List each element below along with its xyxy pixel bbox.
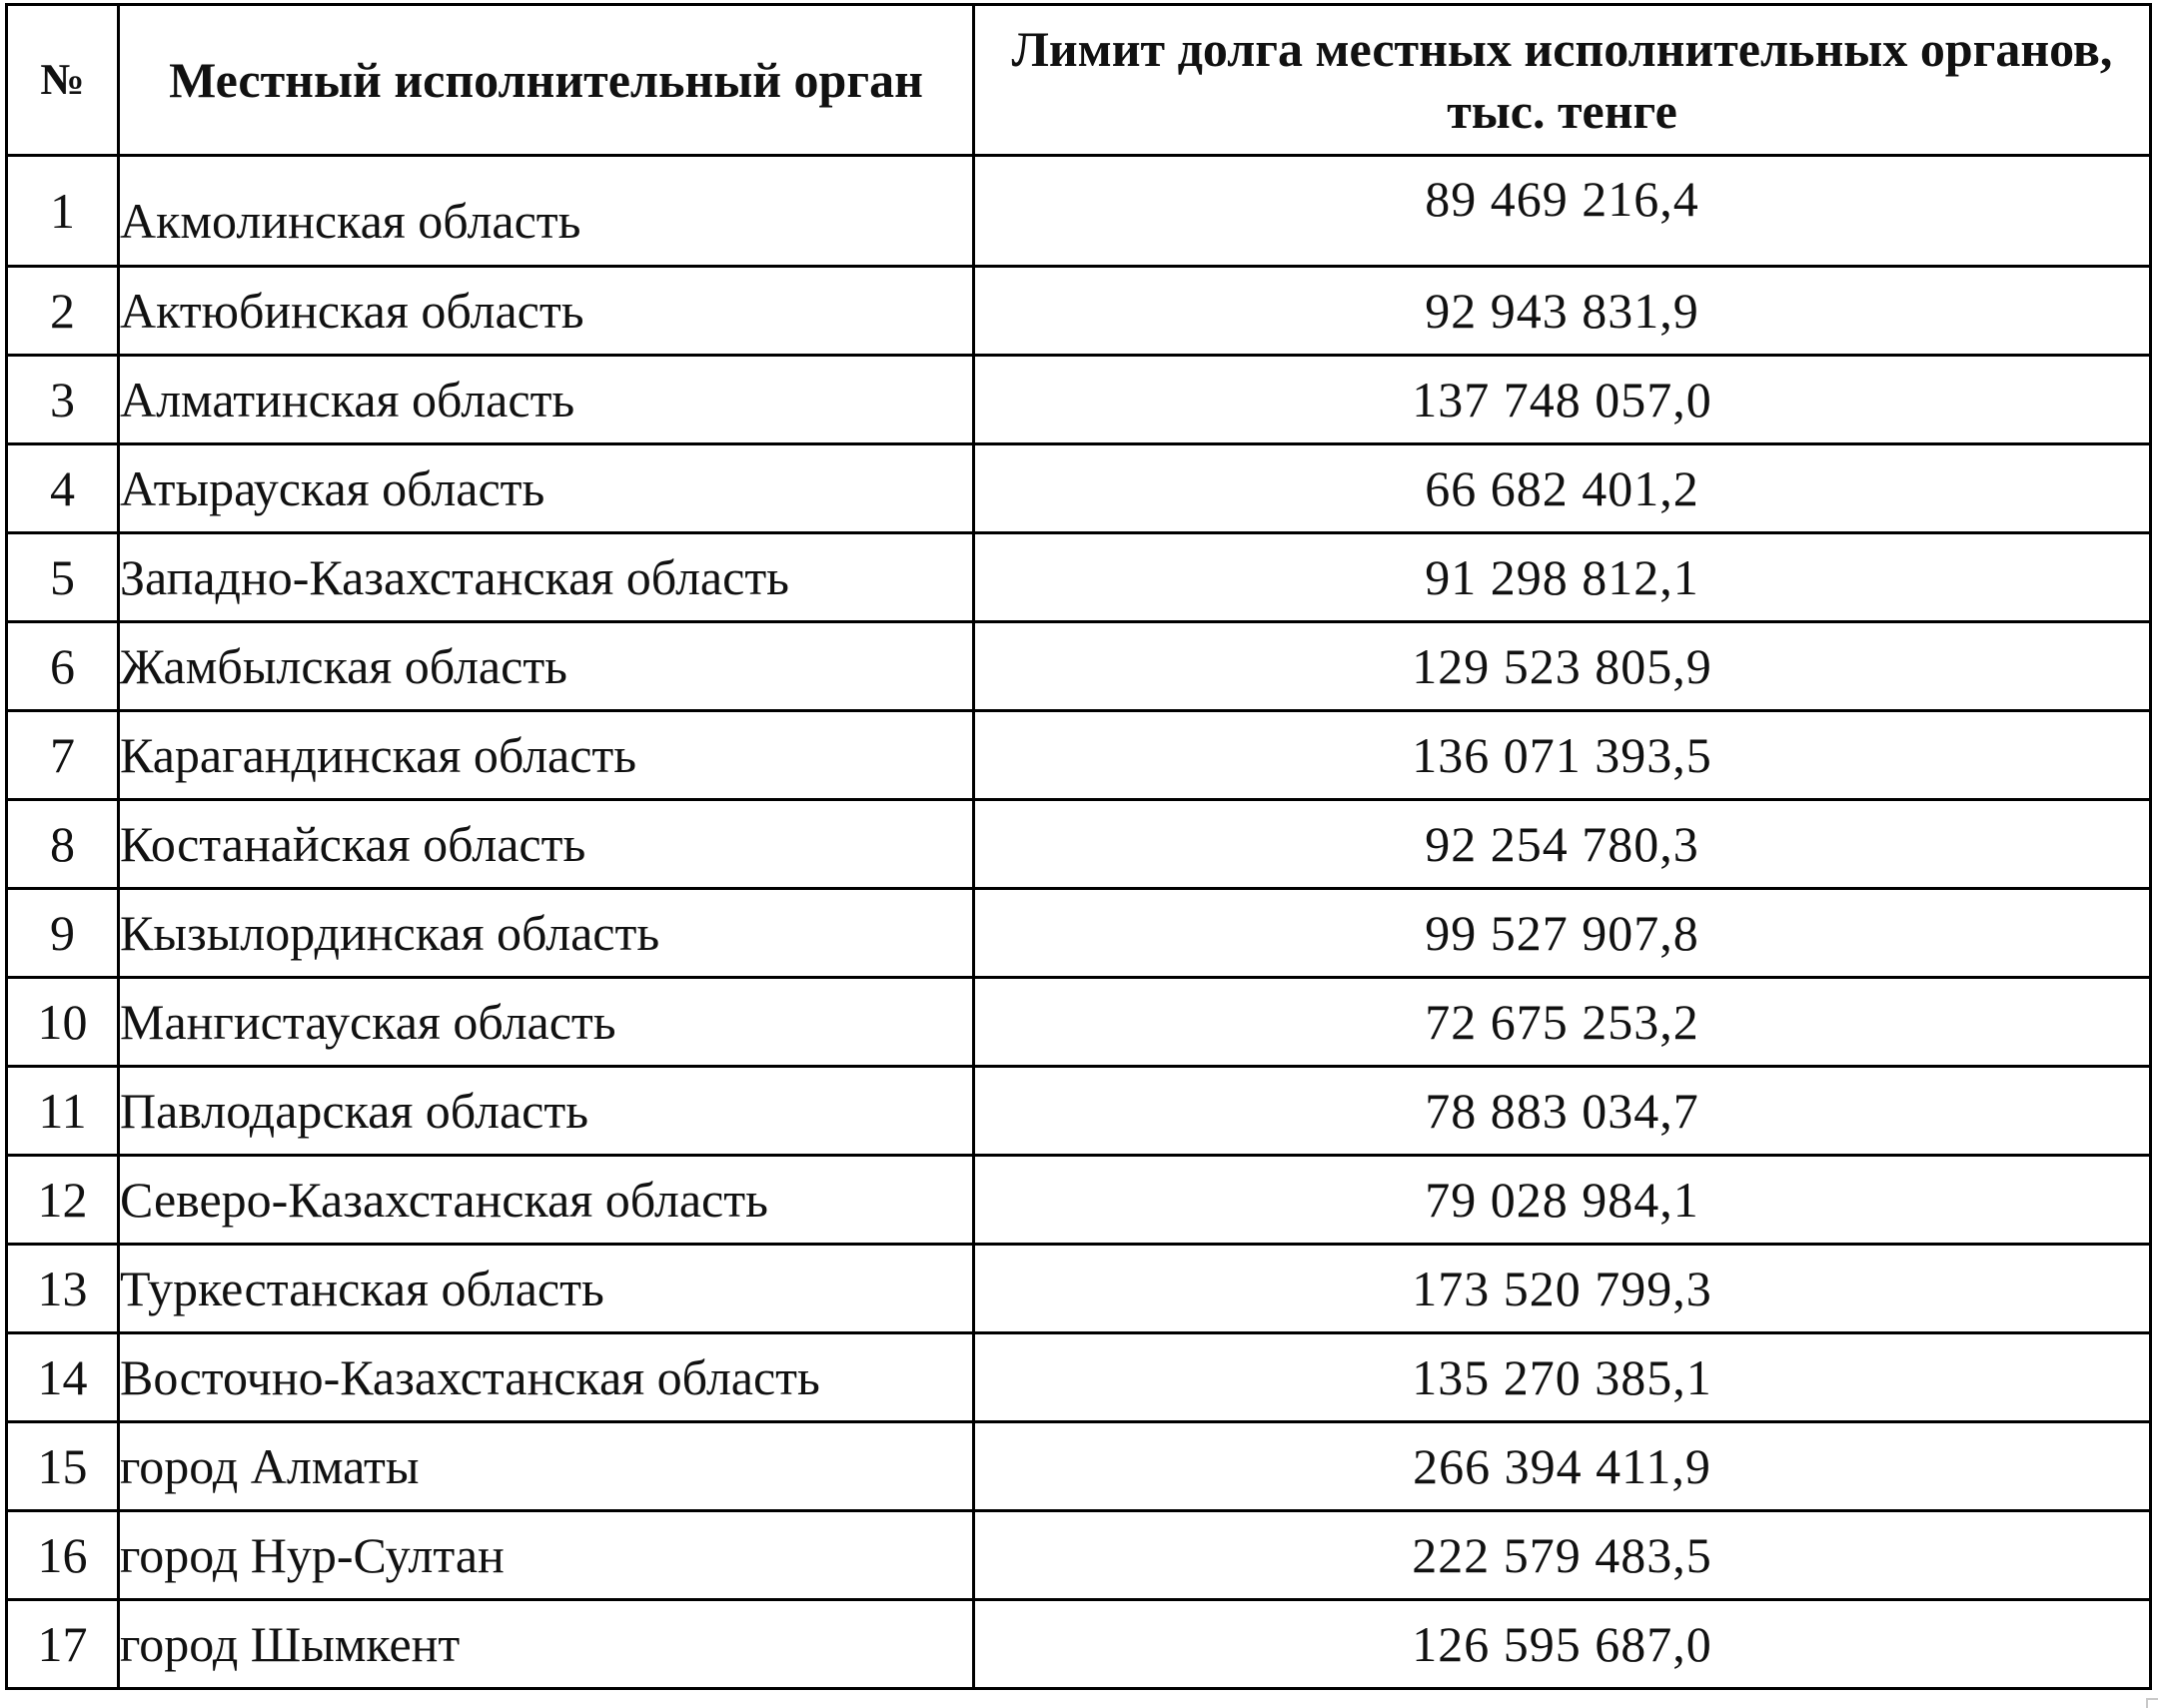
table-header	[7, 5, 2151, 156]
row-number: 10	[7, 978, 119, 1067]
table-row	[7, 1245, 2151, 1333]
debt-limit-value: 222 579 483,5	[974, 1511, 2151, 1600]
region-name: Костанайская область	[119, 800, 974, 889]
row-number: 15	[7, 1422, 119, 1511]
debt-limit-table	[5, 3, 2152, 1690]
row-number: 12	[7, 1156, 119, 1245]
region-name: Мангистауская область	[119, 978, 974, 1067]
table-row	[7, 156, 2151, 267]
table-row	[7, 889, 2151, 978]
region-name: Западно-Казахстанская область	[119, 533, 974, 622]
table-row	[7, 533, 2151, 622]
debt-limit-value: 78 883 034,7	[974, 1067, 2151, 1156]
region-name: город Алматы	[119, 1422, 974, 1511]
debt-limit-value: 136 071 393,5	[974, 711, 2151, 800]
debt-limit-value: 89 469 216,4	[974, 156, 2151, 267]
debt-limit-value: 135 270 385,1	[974, 1333, 2151, 1422]
region-name: Акмолинская область	[119, 156, 974, 267]
table-row	[7, 267, 2151, 356]
row-number: 5	[7, 533, 119, 622]
row-number: 7	[7, 711, 119, 800]
region-name: город Нур-Султан	[119, 1511, 974, 1600]
table-row	[7, 356, 2151, 444]
region-name: город Шымкент	[119, 1600, 974, 1689]
table-row	[7, 1511, 2151, 1600]
debt-limit-value: 79 028 984,1	[974, 1156, 2151, 1245]
table-body	[7, 156, 2151, 1689]
table-row	[7, 1422, 2151, 1511]
debt-limit-value: 91 298 812,1	[974, 533, 2151, 622]
debt-limit-value: 129 523 805,9	[974, 622, 2151, 711]
region-name: Алматинская область	[119, 356, 974, 444]
row-number: 16	[7, 1511, 119, 1600]
debt-limit-value: 99 527 907,8	[974, 889, 2151, 978]
row-number: 17	[7, 1600, 119, 1689]
table-row	[7, 978, 2151, 1067]
region-name: Восточно-Казахстанская область	[119, 1333, 974, 1422]
table-row	[7, 711, 2151, 800]
row-number: 4	[7, 444, 119, 533]
debt-limit-value: 66 682 401,2	[974, 444, 2151, 533]
region-name: Карагандинская область	[119, 711, 974, 800]
header-row	[7, 5, 2151, 156]
row-number: 3	[7, 356, 119, 444]
debt-limit-value: 173 520 799,3	[974, 1245, 2151, 1333]
debt-limit-value: 72 675 253,2	[974, 978, 2151, 1067]
header-debt-limit: Лимит долга местных исполнительных органов, тыс. тенге	[974, 5, 2151, 156]
row-number: 9	[7, 889, 119, 978]
region-name: Туркестанская область	[119, 1245, 974, 1333]
header-number: №	[7, 5, 119, 156]
row-number: 1	[7, 156, 119, 267]
row-number: 8	[7, 800, 119, 889]
table-row	[7, 444, 2151, 533]
row-number: 2	[7, 267, 119, 356]
corner-resize-mark	[2146, 1698, 2158, 1708]
row-number: 14	[7, 1333, 119, 1422]
row-number: 6	[7, 622, 119, 711]
debt-limit-value: 92 943 831,9	[974, 267, 2151, 356]
table-row	[7, 1600, 2151, 1689]
debt-limit-value: 92 254 780,3	[974, 800, 2151, 889]
table-row	[7, 622, 2151, 711]
region-name: Кызылординская область	[119, 889, 974, 978]
region-name: Атырауская область	[119, 444, 974, 533]
table-row	[7, 1333, 2151, 1422]
table-row	[7, 1156, 2151, 1245]
region-name: Павлодарская область	[119, 1067, 974, 1156]
header-executive-body: Местный исполнительный орган	[119, 5, 974, 156]
debt-limit-value: 266 394 411,9	[974, 1422, 2151, 1511]
table-row	[7, 1067, 2151, 1156]
debt-limit-value: 137 748 057,0	[974, 356, 2151, 444]
region-name: Жамбылская область	[119, 622, 974, 711]
region-name: Актюбинская область	[119, 267, 974, 356]
table-row	[7, 800, 2151, 889]
debt-limit-value: 126 595 687,0	[974, 1600, 2151, 1689]
region-name: Северо-Казахстанская область	[119, 1156, 974, 1245]
row-number: 11	[7, 1067, 119, 1156]
row-number: 13	[7, 1245, 119, 1333]
